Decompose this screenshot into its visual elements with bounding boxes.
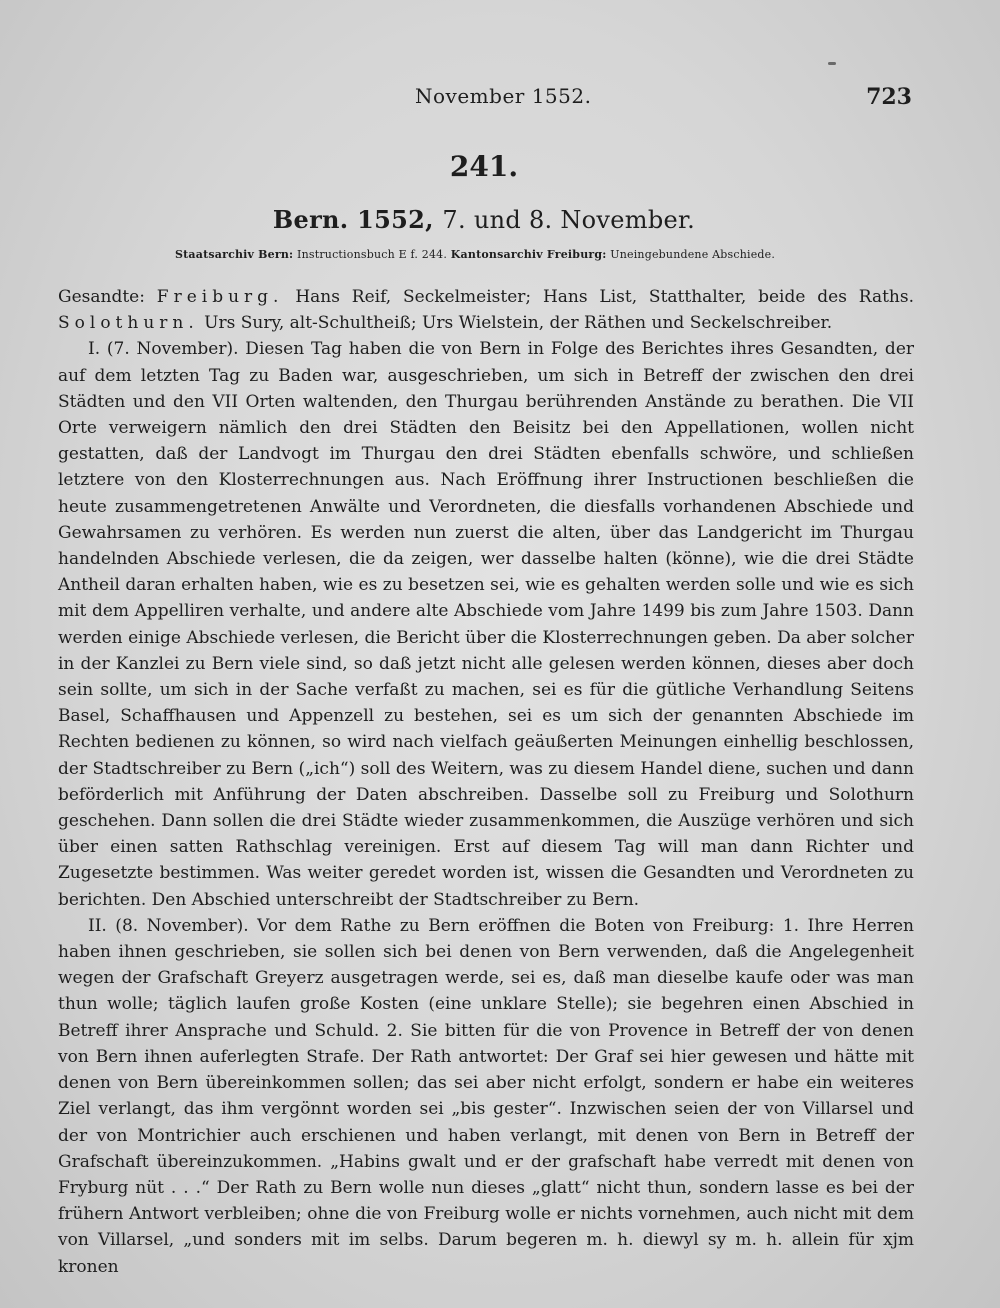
- source-archive-bern: Staatsarchiv Bern:: [175, 248, 294, 261]
- envoys-city-freiburg: Freiburg.: [156, 287, 284, 307]
- paragraph-ii: II. (8. November). Vor dem Rathe zu Bern eröffnen die Boten von Freiburg: 1. Ihre Herren haben ihnen geschrieben, sie sollen sich bei denen von Bern verwenden, daß die Angelegenheit wegen der Grafschaft Greyerz ausgetragen werde, sei es, daß man dieselbe kaufe oder was man thun wolle; täglich laufen große Kosten (eine unklare Stelle); sie begehren einen Abschied in Betreff ihrer Ansprache und Schuld. 2. Sie bitten für die von Provence in Betreff der von denen von Bern ihnen auferlegten Strafe. Der Rath antwortet: Der Graf sei hier gewesen und hätte mit denen von Bern übereinkommen sollen; das sei aber nicht erfolgt, sondern er habe ein weiteres Ziel verlangt, das ihm vergönnt worden sei „bis gester“. Inzwischen seien der von Villarsel und der von Montrichier auch erschienen und haben verlangt, mit denen von Bern in Betreff der Grafschaft übereinzukommen. „Habins gwalt und er der grafschaft habe verredt mit denen von Fryburg nüt . . .“ Der Rath zu Bern wolle nun dieses „glatt“ nicht thun, sondern lasse es bei der frühern Antwort verbleiben; ohne die von Freiburg wolle er nichts vornehmen, auch nicht mit dem von Villarsel, „und sonders mit im selbs. Darum begeren m. h. diewyl sy m. h. allein für xjm kronen: [58, 915, 914, 1277]
- source-citation: [175, 248, 835, 261]
- source-ref-bern: Instructionsbuch E f. 244.: [297, 248, 448, 261]
- envoys-solothurn: Urs Sury, alt-Schultheiß; Urs Wielstein, der Räthen und Seckelschreiber.: [204, 313, 833, 334]
- paragraph-i: I. (7. November). Diesen Tag haben die von Bern in Folge des Berichtes ihres Gesandten, der auf dem letzten Tag zu Baden war, ausgeschrieben, um sich in Betreff der zwischen den drei Städten und den VII Orten waltenden, den Thurgau berührenden Anstände zu berathen. Die VII Orte verweigern nämlich den drei Städten den Beisitz bei den Appellationen, wollen nicht gestatten, daß der Landvogt im Thurgau den drei Städten ebenfalls schwöre, und schließen letztere von den Klosterrechnungen aus. Nach Eröffnung ihrer Instructionen beschließen die heute zusammengetretenen Anwälte und Verordneten, die diesfalls vorhandenen Abschiede und Gewahrsamen zu verhören. Es werden nun zuerst die alten, über das Landgericht im Thurgau handelnden Abschiede verlesen, die da zeigen, wer dasselbe halten (könne), wie die drei Städte Antheil daran erhalten haben, wie es zu besetzen sei, wie es gehalten werden solle und wie es sich mit dem Appelliren verhalte, und andere alte Abschiede vom Jahre 1499 bis zum Jahre 1503. Dann werden einige Abschiede verlesen, die Bericht über die Klosterrechnungen geben. Da aber solcher in der Kanzlei zu Bern viele sind, so daß jetzt nicht alle gelesen werden können, dieses aber doch sein sollte, um sich in der Sache verfaßt zu machen, sei es für die gütliche Verhandlung Seitens Basel, Schaffhausen und Appenzell zu bestehen, sei es um sich der genannten Abschiede im Rechten bedienen zu können, so wird nach vielfach geäußerten Meinungen einhellig beschlossen, der Stadtschreiber zu Bern („ich“) soll des Weitern, was zu diesem Handel diene, suchen und dann beförderlich mit Anführung der Daten abschreiben. Dasselbe soll zu Freiburg und Solothurn geschehen. Dann sollen die drei Städte wieder zusammenkommen, die Auszüge verhören und sich über einen satten Rathschlag vereinigen. Erst auf diesem Tag will man dann Richter und Zugesetzte bestimmen. Was weiter geredet worden ist, wissen die Gesandten und Verordneten zu berichten. Den Abschied unterschreibt der Stadtschreiber zu Bern.: [58, 339, 914, 910]
- heading-year: 1552,: [357, 205, 434, 234]
- running-title: November 1552.: [415, 84, 592, 108]
- page-number: 723: [866, 84, 912, 110]
- envoys-lead: Gesandte:: [58, 287, 145, 307]
- envoys-freiburg: Hans Reif, Seckelmeister; Hans List, Statthalter, beide des Raths.: [295, 287, 915, 307]
- pencil-mark: [828, 62, 836, 65]
- document-heading: [0, 205, 968, 234]
- envoys-paragraph: [58, 284, 914, 336]
- envoys-city-solothurn: Solothurn.: [58, 313, 199, 334]
- source-archive-freiburg: Kantonsarchiv Freiburg:: [450, 248, 607, 261]
- body-text: [58, 284, 914, 1280]
- heading-place: Bern.: [272, 205, 349, 234]
- document-number: 241.: [449, 150, 519, 183]
- running-head: [70, 84, 912, 114]
- source-ref-freiburg: Uneingebundene Abschiede.: [610, 248, 776, 261]
- heading-date: 7. und 8. November.: [442, 206, 696, 234]
